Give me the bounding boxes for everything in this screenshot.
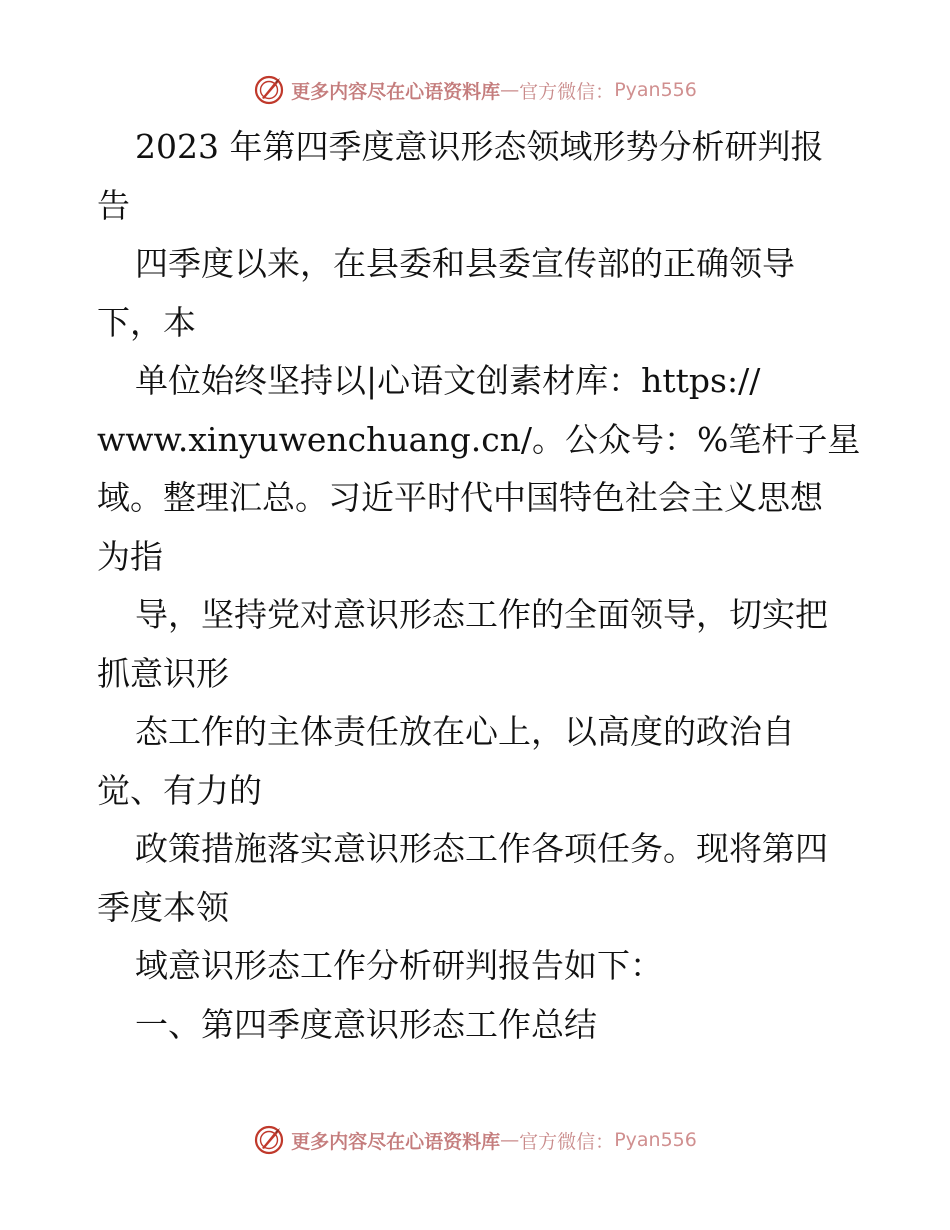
paragraph-line: 四季度以来，在县委和县委宣传部的正确领导 [135, 244, 795, 283]
paragraph-line: 态工作的主体责任放在心上，以高度的政治自 [135, 712, 795, 751]
header-watermark-banner [0, 70, 950, 110]
banner-contact-label: 官方微信： [519, 80, 615, 103]
banner-dash: — [500, 1129, 520, 1151]
banner-wechat-id: Pyan556 [614, 1129, 697, 1151]
paragraph-line: 域。整理汇总。习近平时代中国特色社会主义思想 [97, 478, 823, 517]
section-heading: 一、第四季度意识形态工作总结 [135, 1004, 597, 1044]
banner-contact-label: 官方微信： [519, 1130, 615, 1153]
banner-brand-text: 更多内容尽在心语资料库 [291, 80, 501, 103]
paragraph-line: 为指 [97, 536, 163, 576]
banner-brand-text: 更多内容尽在心语资料库 [291, 1130, 501, 1153]
quill-logo-icon [253, 1124, 285, 1156]
paragraph-line: 抓意识形 [97, 653, 229, 693]
quill-logo-icon [253, 74, 285, 106]
paragraph-line: 季度本领 [97, 887, 229, 927]
banner-dash: — [500, 79, 520, 101]
paragraph-line: 觉、有力的 [97, 770, 262, 810]
paragraph-line: 单位始终坚持以|心语文创素材库：https:// [135, 361, 761, 400]
document-body [97, 118, 861, 1054]
footer-watermark-banner [0, 1120, 950, 1160]
paragraph-line: 下，本 [97, 302, 196, 342]
paragraph-line: 域意识形态工作分析研判报告如下： [135, 946, 663, 985]
title-line-2: 告 [97, 185, 130, 225]
title-line-1: 2023 年第四季度意识形态领域形势分析研判报 [135, 127, 824, 166]
banner-wechat-id: Pyan556 [614, 79, 697, 101]
paragraph-line: 政策措施落实意识形态工作各项任务。现将第四 [135, 829, 828, 868]
paragraph-line: 导，坚持党对意识形态工作的全面领导，切实把 [135, 595, 828, 634]
paragraph-line: www.xinyuwenchuang.cn/。公众号：%笔杆子星 [97, 419, 861, 459]
